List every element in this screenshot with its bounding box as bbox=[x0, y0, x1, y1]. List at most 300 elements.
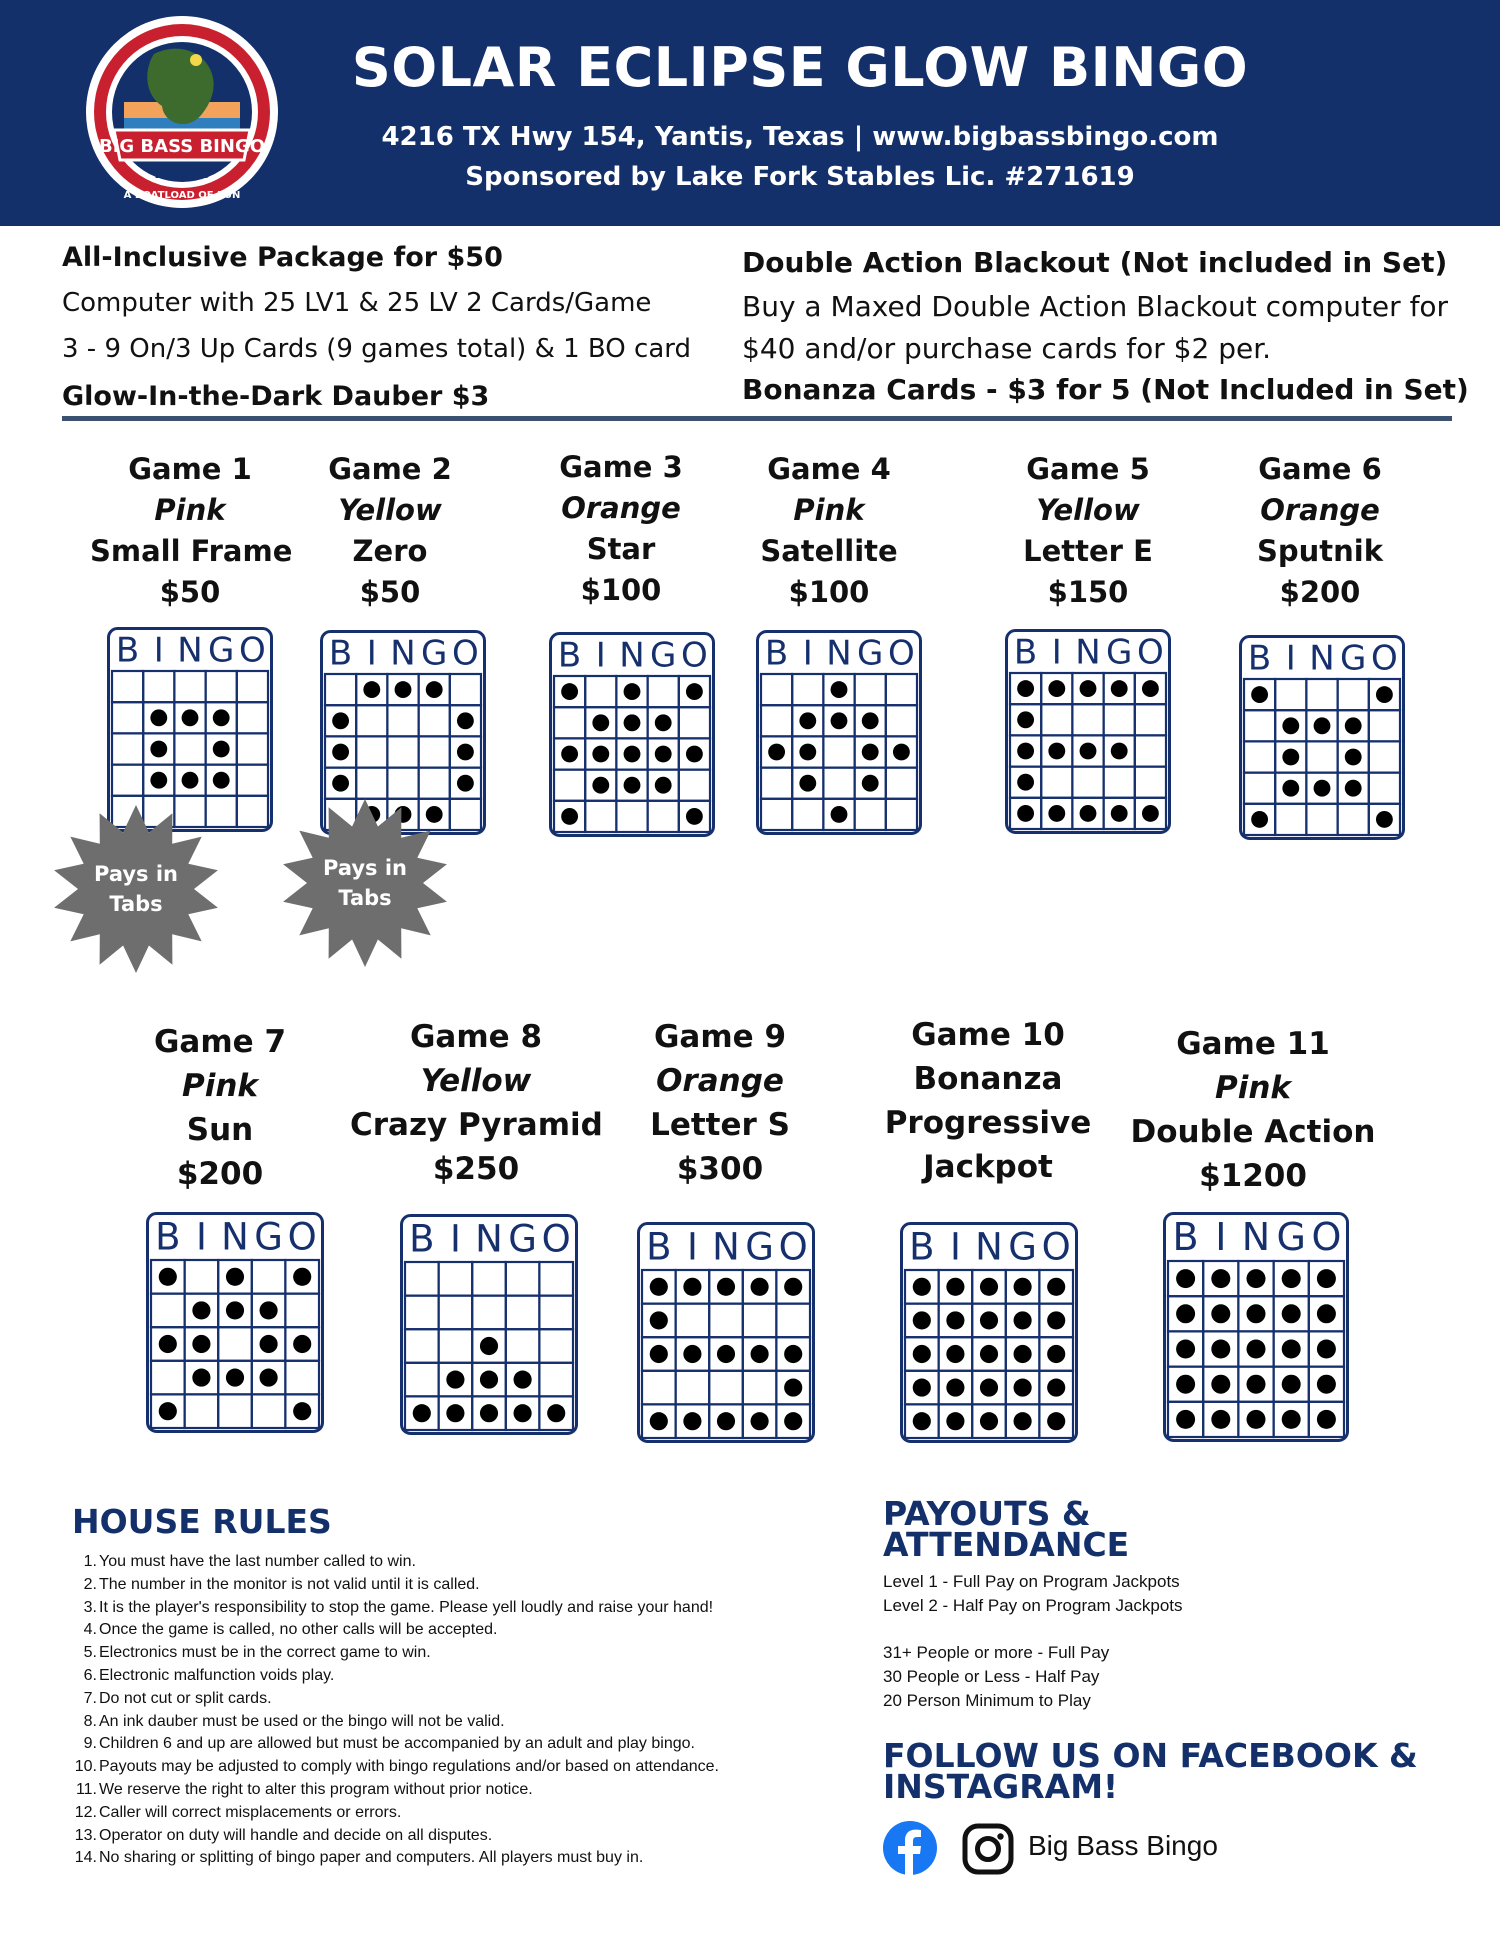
facebook-icon[interactable] bbox=[883, 1821, 937, 1875]
daubed-spot bbox=[784, 1278, 802, 1296]
daubed-spot bbox=[192, 1335, 210, 1353]
daubed-spot bbox=[1047, 1412, 1065, 1430]
daubed-spot bbox=[1014, 1278, 1032, 1296]
daubed-spot bbox=[213, 772, 230, 789]
package-line-1: Computer with 25 LV1 & 25 LV 2 Cards/Game bbox=[62, 288, 652, 318]
card-header-letter: O bbox=[681, 635, 708, 676]
house-rule-item bbox=[64, 1574, 844, 1597]
daubed-spot bbox=[1282, 717, 1299, 734]
daubed-spot bbox=[1017, 680, 1034, 697]
daubed-spot bbox=[1282, 1375, 1301, 1394]
daubed-spot bbox=[213, 709, 230, 726]
daubed-spot bbox=[260, 1335, 278, 1353]
daubed-spot bbox=[561, 808, 578, 825]
daubed-spot bbox=[1246, 1339, 1265, 1358]
game-title: Game 8 bbox=[409, 1019, 543, 1055]
house-rule-item bbox=[64, 1551, 844, 1574]
daubed-spot bbox=[1211, 1269, 1230, 1288]
rule-number: 1. bbox=[83, 1553, 97, 1570]
big-bass-bingo-logo bbox=[84, 14, 280, 210]
house-rules-list bbox=[64, 1551, 844, 1870]
rule-number: 11. bbox=[75, 1780, 97, 1798]
daubed-spot bbox=[1246, 1269, 1265, 1288]
daubed-spot bbox=[913, 1379, 931, 1397]
game-line-2: Bonanza bbox=[913, 1061, 1063, 1097]
bingo-card-svg bbox=[1005, 629, 1171, 834]
card-header-letter: B bbox=[764, 633, 789, 674]
card-header-letter: O bbox=[1311, 1215, 1342, 1260]
game-prize: $50 bbox=[159, 575, 221, 609]
daubed-spot bbox=[862, 744, 879, 761]
daubed-spot bbox=[1211, 1339, 1230, 1358]
game-pattern: Letter S bbox=[650, 1107, 790, 1143]
daubed-spot bbox=[1048, 805, 1065, 822]
daubed-spot bbox=[293, 1402, 311, 1420]
game-10-label bbox=[868, 1013, 1108, 1189]
game-title: Game 1 bbox=[128, 452, 252, 486]
daubed-spot bbox=[1014, 1311, 1032, 1329]
game-line-4: Jackpot bbox=[923, 1149, 1053, 1185]
game-8-label bbox=[350, 1015, 602, 1191]
daubed-spot bbox=[1111, 680, 1128, 697]
daubed-spot bbox=[1017, 711, 1034, 728]
card-header-letter: I bbox=[449, 1217, 461, 1261]
card-header-letter: O bbox=[239, 630, 266, 671]
rule-text: Operator on duty will handle and decide on all disputes. bbox=[99, 1826, 493, 1844]
daubed-spot bbox=[150, 709, 167, 726]
daubed-spot bbox=[862, 712, 879, 729]
game-6-label bbox=[1220, 449, 1420, 613]
header-banner bbox=[0, 0, 1500, 226]
card-header-letter: G bbox=[857, 633, 884, 674]
game-7-label bbox=[100, 1020, 340, 1196]
rule-text: Caller will correct misplacements or errors. bbox=[99, 1803, 402, 1821]
game-pattern: Crazy Pyramid bbox=[350, 1107, 603, 1143]
daubed-spot bbox=[624, 714, 641, 731]
social-title bbox=[883, 1736, 1418, 1806]
daubed-spot bbox=[799, 712, 816, 729]
bingo-card-svg bbox=[1239, 635, 1405, 840]
house-rule-item bbox=[64, 1619, 844, 1642]
daubed-spot bbox=[547, 1404, 565, 1422]
game-pattern: Satellite bbox=[760, 534, 898, 568]
bingo-card-svg bbox=[756, 630, 922, 835]
game-title: Game 4 bbox=[767, 452, 891, 486]
daubed-spot bbox=[226, 1268, 244, 1286]
daubed-spot bbox=[260, 1301, 278, 1319]
daubed-spot bbox=[1047, 1311, 1065, 1329]
card-header-letter: N bbox=[221, 1215, 249, 1259]
daubed-spot bbox=[655, 746, 672, 763]
daubed-spot bbox=[1246, 1410, 1265, 1429]
daubed-spot bbox=[480, 1404, 498, 1422]
rule-number: 7. bbox=[83, 1689, 97, 1707]
daubed-spot bbox=[946, 1345, 964, 1363]
bingo-card-svg bbox=[900, 1222, 1078, 1443]
badge-line-1: Pays in bbox=[323, 856, 407, 880]
daubed-spot bbox=[784, 1345, 802, 1363]
svg-text:A BOATLOAD OF FUN: A BOATLOAD OF FUN bbox=[123, 190, 241, 201]
rule-number: 10. bbox=[74, 1758, 97, 1776]
game-2-label bbox=[290, 449, 490, 613]
dauber-line: Glow-In-the-Dark Dauber $3 bbox=[62, 381, 490, 412]
rule-number: 4. bbox=[83, 1621, 97, 1639]
daubed-spot bbox=[1345, 717, 1362, 734]
card-header-letter: I bbox=[802, 633, 813, 674]
house-rule-item bbox=[64, 1688, 844, 1711]
game-pattern: Star bbox=[586, 532, 656, 566]
daubed-spot bbox=[457, 712, 474, 729]
card-header-letter: I bbox=[686, 1225, 698, 1269]
rule-text: No sharing or splitting of bingo paper and computers. All players must buy in. bbox=[99, 1849, 644, 1867]
card-header-letter: O bbox=[1041, 1225, 1071, 1269]
bingo-card-game-10 bbox=[900, 1222, 1078, 1443]
daubed-spot bbox=[446, 1371, 464, 1389]
daubed-spot bbox=[1017, 743, 1034, 760]
game-prize: $150 bbox=[1047, 575, 1129, 609]
attendance-full-pay: 31+ People or more - Full Pay bbox=[883, 1643, 1110, 1662]
daubed-spot bbox=[446, 1404, 464, 1422]
game-prize: $1200 bbox=[1199, 1158, 1307, 1194]
house-rule-item bbox=[64, 1779, 844, 1802]
house-rule-item bbox=[64, 1802, 844, 1825]
card-header-letter: O bbox=[452, 633, 479, 674]
daubed-spot bbox=[1246, 1304, 1265, 1323]
daubed-spot bbox=[159, 1268, 177, 1286]
payouts-title-line-2: ATTENDANCE bbox=[883, 1525, 1130, 1564]
card-header-letter: G bbox=[1008, 1225, 1037, 1269]
daubed-spot bbox=[913, 1345, 931, 1363]
daubed-spot bbox=[946, 1278, 964, 1296]
game-color: Yellow bbox=[420, 1063, 532, 1099]
daubed-spot bbox=[751, 1345, 769, 1363]
rule-number: 5. bbox=[83, 1644, 97, 1662]
game-5-label bbox=[988, 449, 1188, 613]
daubed-spot bbox=[1282, 780, 1299, 797]
daubed-spot bbox=[1246, 1375, 1265, 1394]
daubed-spot bbox=[480, 1371, 498, 1389]
daubed-spot bbox=[751, 1278, 769, 1296]
card-header-letter: I bbox=[595, 635, 606, 676]
card-header-letter: N bbox=[975, 1225, 1003, 1269]
daubed-spot bbox=[1014, 1345, 1032, 1363]
daubed-spot bbox=[831, 681, 848, 698]
bonanza-line: Bonanza Cards - $3 for 5 (Not Included in Set) bbox=[742, 373, 1469, 406]
daubed-spot bbox=[1314, 780, 1331, 797]
game-title: Game 3 bbox=[559, 450, 683, 484]
daubed-spot bbox=[686, 683, 703, 700]
card-header-letter: N bbox=[1241, 1215, 1271, 1260]
game-title: Game 9 bbox=[653, 1019, 787, 1055]
game-pattern: Zero bbox=[352, 534, 428, 568]
card-header-letter: G bbox=[745, 1225, 774, 1269]
daubed-spot bbox=[1176, 1410, 1195, 1429]
house-rule-item bbox=[64, 1597, 844, 1620]
attendance-minimum: 20 Person Minimum to Play bbox=[883, 1691, 1091, 1710]
rule-text: Children 6 and up are allowed but must be accompanied by an adult and play bingo. bbox=[99, 1735, 695, 1753]
game-prize: $200 bbox=[176, 1156, 264, 1192]
package-line-2: 3 - 9 On/3 Up Cards (9 games total) & 1 BO card bbox=[62, 334, 692, 364]
house-rule-item bbox=[64, 1642, 844, 1665]
daubed-spot bbox=[293, 1268, 311, 1286]
rule-text: Electronics must be in the correct game to win. bbox=[99, 1644, 431, 1662]
rule-number: 8. bbox=[83, 1712, 97, 1730]
bingo-card-game-5 bbox=[1005, 629, 1171, 834]
daubed-spot bbox=[1017, 805, 1034, 822]
badge-line-2: Tabs bbox=[338, 886, 392, 910]
game-color: Pink bbox=[1214, 1070, 1292, 1106]
bingo-card-game-8 bbox=[400, 1214, 578, 1435]
daubed-spot bbox=[159, 1335, 177, 1353]
daubed-spot bbox=[1211, 1410, 1230, 1429]
daubed-spot bbox=[686, 746, 703, 763]
card-header-letter: B bbox=[328, 633, 353, 674]
daubed-spot bbox=[1080, 743, 1097, 760]
bingo-card-game-4 bbox=[756, 630, 922, 835]
card-header-letter: O bbox=[1137, 632, 1164, 673]
daubed-spot bbox=[1282, 1410, 1301, 1429]
card-header-letter: N bbox=[390, 633, 416, 674]
daubed-spot bbox=[1345, 749, 1362, 766]
daubed-spot bbox=[1176, 1269, 1195, 1288]
daubed-spot bbox=[831, 806, 848, 823]
daubed-spot bbox=[1111, 743, 1128, 760]
rule-number: 12. bbox=[74, 1803, 97, 1821]
house-rule-item bbox=[64, 1847, 844, 1870]
daubed-spot bbox=[1251, 811, 1268, 828]
bingo-card-svg bbox=[1163, 1212, 1349, 1442]
daubed-spot bbox=[686, 808, 703, 825]
card-header-letter: G bbox=[508, 1217, 537, 1261]
rule-number: 2. bbox=[83, 1575, 97, 1593]
daubed-spot bbox=[650, 1311, 668, 1329]
daubed-spot bbox=[650, 1345, 668, 1363]
daubed-spot bbox=[592, 714, 609, 731]
pays-in-tabs-badge-game-2 bbox=[279, 797, 451, 969]
badge-text bbox=[50, 803, 222, 975]
daubed-spot bbox=[561, 746, 578, 763]
game-prize: $50 bbox=[359, 575, 421, 609]
daubed-spot bbox=[1317, 1339, 1336, 1358]
daubed-spot bbox=[913, 1278, 931, 1296]
daubed-spot bbox=[1080, 805, 1097, 822]
daubed-spot bbox=[799, 744, 816, 761]
bingo-card-game-6 bbox=[1239, 635, 1405, 840]
daubed-spot bbox=[1376, 686, 1393, 703]
card-header-letter: I bbox=[949, 1225, 961, 1269]
card-header-letter: B bbox=[557, 635, 582, 676]
payouts-title-line-1: PAYOUTS & bbox=[883, 1494, 1091, 1533]
daubed-spot bbox=[1014, 1412, 1032, 1430]
card-header-letter: I bbox=[1285, 638, 1296, 679]
bingo-card-game-9 bbox=[637, 1222, 815, 1443]
sponsor-line: Sponsored by Lake Fork Stables Lic. #271619 bbox=[465, 162, 1135, 192]
instagram-icon[interactable] bbox=[962, 1823, 1014, 1875]
house-rule-item bbox=[64, 1733, 844, 1756]
game-title: Game 11 bbox=[1176, 1026, 1330, 1062]
bingo-card-game-3 bbox=[549, 632, 715, 837]
daubed-spot bbox=[1317, 1304, 1336, 1323]
daubed-spot bbox=[799, 775, 816, 792]
rule-number: 13. bbox=[74, 1826, 97, 1844]
card-header-letter: N bbox=[619, 635, 645, 676]
daubed-spot bbox=[1317, 1269, 1336, 1288]
daubed-spot bbox=[717, 1412, 735, 1430]
social-account-name[interactable]: Big Bass Bingo bbox=[1028, 1830, 1218, 1861]
daubed-spot bbox=[980, 1379, 998, 1397]
game-color: Pink bbox=[181, 1068, 259, 1104]
card-header-letter: O bbox=[541, 1217, 571, 1261]
daubed-spot bbox=[1282, 1339, 1301, 1358]
daubed-spot bbox=[913, 1311, 931, 1329]
card-header-letter: B bbox=[646, 1225, 672, 1269]
daubed-spot bbox=[260, 1369, 278, 1387]
daubed-spot bbox=[650, 1278, 668, 1296]
house-rule-item bbox=[64, 1756, 844, 1779]
game-pattern: Sputnik bbox=[1256, 534, 1384, 568]
daubed-spot bbox=[413, 1404, 431, 1422]
card-header-letter: I bbox=[153, 630, 164, 671]
game-color: Yellow bbox=[1036, 493, 1140, 527]
game-title: Game 2 bbox=[328, 452, 452, 486]
card-header-letter: N bbox=[712, 1225, 740, 1269]
card-header-letter: N bbox=[1309, 638, 1335, 679]
daubed-spot bbox=[514, 1371, 532, 1389]
daubed-spot bbox=[592, 746, 609, 763]
card-header-letter: O bbox=[888, 633, 915, 674]
daubed-spot bbox=[426, 681, 443, 698]
daubed-spot bbox=[831, 712, 848, 729]
daubed-spot bbox=[683, 1345, 701, 1363]
daubed-spot bbox=[1176, 1304, 1195, 1323]
bingo-card-svg bbox=[146, 1212, 324, 1433]
daubed-spot bbox=[226, 1301, 244, 1319]
daubed-spot bbox=[946, 1311, 964, 1329]
daubed-spot bbox=[1317, 1375, 1336, 1394]
daubed-spot bbox=[1142, 805, 1159, 822]
daubed-spot bbox=[683, 1412, 701, 1430]
game-line-3: Progressive bbox=[884, 1105, 1092, 1141]
daubed-spot bbox=[784, 1379, 802, 1397]
daubed-spot bbox=[226, 1369, 244, 1387]
daubed-spot bbox=[514, 1404, 532, 1422]
game-pattern: Double Action bbox=[1130, 1114, 1376, 1150]
bingo-card-game-1 bbox=[107, 627, 273, 832]
daubed-spot bbox=[1282, 749, 1299, 766]
card-header-letter: O bbox=[1371, 638, 1398, 679]
rule-text: It is the player's responsibility to stop the game. Please yell loudly and raise your hand! bbox=[99, 1598, 714, 1616]
daubed-spot bbox=[332, 712, 349, 729]
daubed-spot bbox=[717, 1278, 735, 1296]
rule-number: 6. bbox=[83, 1666, 97, 1684]
social-title-line-2: INSTAGRAM! bbox=[883, 1767, 1119, 1806]
card-header-letter: I bbox=[1215, 1215, 1227, 1260]
game-title: Game 10 bbox=[911, 1017, 1065, 1053]
card-header-letter: B bbox=[409, 1217, 435, 1261]
badge-text bbox=[279, 797, 451, 969]
rule-number: 9. bbox=[83, 1735, 97, 1753]
bingo-card-game-11 bbox=[1163, 1212, 1349, 1442]
daubed-spot bbox=[624, 683, 641, 700]
game-color: Orange bbox=[1260, 493, 1380, 527]
daubed-spot bbox=[768, 744, 785, 761]
daubed-spot bbox=[862, 775, 879, 792]
game-pattern: Sun bbox=[186, 1112, 254, 1148]
daubed-spot bbox=[332, 775, 349, 792]
rule-text: An ink dauber must be used or the bingo will not be valid. bbox=[99, 1712, 505, 1730]
social-title-line-1: FOLLOW US ON FACEBOOK & bbox=[883, 1736, 1418, 1775]
game-3-label bbox=[521, 447, 721, 611]
bingo-card-svg bbox=[549, 632, 715, 837]
daubed-spot bbox=[913, 1412, 931, 1430]
daubed-spot bbox=[980, 1345, 998, 1363]
daubed-spot bbox=[1048, 680, 1065, 697]
daubed-spot bbox=[159, 1402, 177, 1420]
game-9-label bbox=[600, 1015, 840, 1191]
daubed-spot bbox=[1017, 774, 1034, 791]
card-header-letter: I bbox=[195, 1215, 207, 1259]
daubed-spot bbox=[1251, 686, 1268, 703]
daubed-spot bbox=[182, 709, 199, 726]
card-header-letter: G bbox=[650, 635, 677, 676]
rule-text: Once the game is called, no other calls will be accepted. bbox=[99, 1621, 498, 1639]
game-color: Pink bbox=[793, 493, 865, 527]
game-color: Yellow bbox=[338, 493, 442, 527]
card-header-letter: B bbox=[155, 1215, 181, 1259]
game-prize: $250 bbox=[432, 1151, 520, 1187]
game-title: Game 6 bbox=[1258, 452, 1382, 486]
card-header-letter: N bbox=[177, 630, 203, 671]
rule-text: Payouts may be adjusted to comply with bingo regulations and/or based on attendance. bbox=[99, 1758, 719, 1776]
double-action-line-2: $40 and/or purchase cards for $2 per. bbox=[742, 332, 1272, 365]
daubed-spot bbox=[650, 1412, 668, 1430]
daubed-spot bbox=[655, 714, 672, 731]
daubed-spot bbox=[1345, 780, 1362, 797]
card-header-letter: B bbox=[1013, 632, 1038, 673]
daubed-spot bbox=[1047, 1379, 1065, 1397]
game-4-label bbox=[729, 449, 929, 613]
card-header-letter: B bbox=[909, 1225, 935, 1269]
game-prize: $200 bbox=[1279, 575, 1361, 609]
card-header-letter: I bbox=[366, 633, 377, 674]
daubed-spot bbox=[1176, 1375, 1195, 1394]
daubed-spot bbox=[1282, 1269, 1301, 1288]
daubed-spot bbox=[1142, 680, 1159, 697]
daubed-spot bbox=[946, 1379, 964, 1397]
daubed-spot bbox=[1176, 1339, 1195, 1358]
game-color: Orange bbox=[561, 491, 681, 525]
svg-text:BIG BASS BINGO: BIG BASS BINGO bbox=[98, 136, 266, 157]
payout-level-1: Level 1 - Full Pay on Program Jackpots bbox=[883, 1572, 1180, 1591]
svg-text:ESTD 2023: ESTD 2023 bbox=[154, 171, 210, 181]
daubed-spot bbox=[624, 777, 641, 794]
badge-line-1: Pays in bbox=[94, 862, 178, 886]
daubed-spot bbox=[1317, 1410, 1336, 1429]
pays-in-tabs-badge-game-1 bbox=[50, 803, 222, 975]
daubed-spot bbox=[624, 746, 641, 763]
card-header-letter: O bbox=[778, 1225, 808, 1269]
daubed-spot bbox=[592, 777, 609, 794]
daubed-spot bbox=[395, 681, 412, 698]
card-header-letter: G bbox=[1340, 638, 1367, 679]
daubed-spot bbox=[717, 1345, 735, 1363]
section-divider bbox=[62, 416, 1452, 421]
daubed-spot bbox=[1047, 1345, 1065, 1363]
daubed-spot bbox=[1014, 1379, 1032, 1397]
double-action-title: Double Action Blackout (Not included in Set) bbox=[742, 246, 1448, 279]
house-rules-title: HOUSE RULES bbox=[72, 1502, 332, 1541]
daubed-spot bbox=[1080, 680, 1097, 697]
